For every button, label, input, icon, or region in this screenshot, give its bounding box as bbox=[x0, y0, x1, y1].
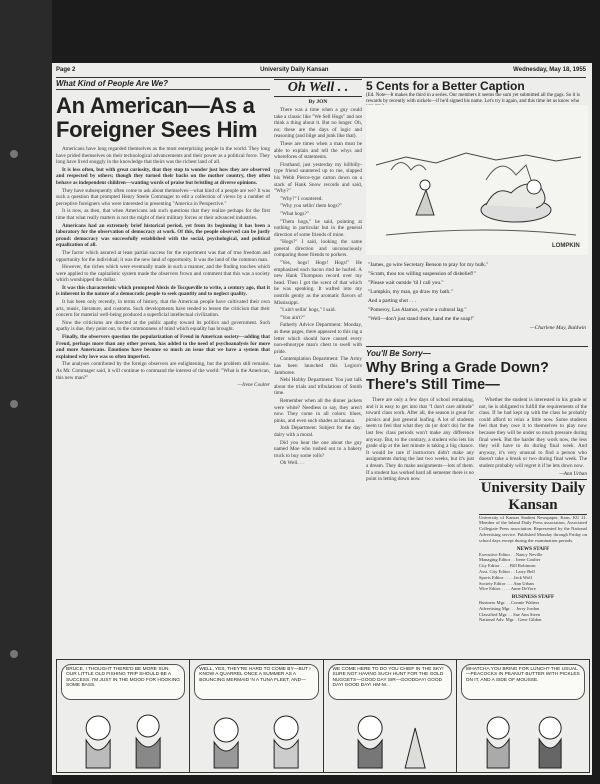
staff-entry: Classified Mgr. . . Sue Ann Steen bbox=[479, 611, 541, 617]
staff-entry: National Adv. Mgr. . Gene Gildon bbox=[479, 617, 542, 623]
editorial-section bbox=[56, 79, 270, 389]
editorial-body bbox=[56, 146, 270, 389]
editorial-paragraph: They have subsequently often come to ask about themselves—what kind of a people are we? It was such a question that prompted Henry Steele Commager to edit a collection of views by a number of perceptive foreigners who were interested in presenting "America in Perspective." bbox=[56, 187, 270, 207]
comic-art bbox=[457, 698, 589, 770]
comic-panel bbox=[324, 660, 457, 772]
column-paragraph: These are times when a man must be able to explain and tell the whys and wherefores of statements. bbox=[274, 140, 362, 161]
page-number: Page 2 bbox=[56, 67, 76, 73]
editorial-paragraph: It is less often, but with great curiosity, that they stop to wonder just how they are observed and respected by others; though they turned their backs on the mother country, they often behave as independent children—wanting words of praise but bristling at diverse opinions. bbox=[56, 166, 270, 186]
caption-quotes bbox=[368, 261, 586, 333]
paper-name: University Daily Kansan bbox=[260, 67, 329, 73]
business-staff-title: BUSINESS STAFF bbox=[511, 594, 555, 601]
comic-strip bbox=[56, 659, 590, 773]
cartoon-signature: LOMPKIN bbox=[552, 243, 580, 249]
column-paragraph: Fatherly Advice Department: Monday, as these pages, there appeared to this rag a letter which should have caused every non-ethnotype man's chest to swell with pride. bbox=[274, 322, 363, 355]
column-paragraph: "Hogs?" I said, looking the same general direction and unconsciously comparing those friends to porkers. bbox=[274, 239, 362, 259]
column-paragraph: "Them hogs," he said, pointing at nothing in particular but in the general direction of some friends of mine. bbox=[274, 218, 362, 238]
binder-hole bbox=[10, 400, 18, 408]
staff-entry: Society Editor . . . Ann Urban bbox=[479, 580, 534, 586]
staff-entry: Sports Editor . . . . Jack Wolf bbox=[479, 574, 533, 580]
caption-subtext: (Ed. Note—It makes the third in a series. Our members it seems the sum yet submitted all the gags. So it is rewards by recently with nickels—if he'd signed his name. Let's try it again, and this time let us know who bbox=[366, 93, 580, 104]
sorry-kicker: You'll Be Sorry— bbox=[366, 346, 588, 358]
comic-art bbox=[190, 698, 322, 770]
staff-entry: Wire Editor . . . . Anne DeVore bbox=[479, 586, 536, 592]
sorry-column-1 bbox=[366, 397, 474, 623]
binder-hole bbox=[10, 150, 18, 158]
sorry-editorial bbox=[366, 346, 588, 623]
column-paragraph: Did you hear the one about the guy named Moe who rushed out to a bakery truck to buy some rolls? bbox=[274, 439, 362, 459]
editorial-headline: An American—As a Foreigner Sees Him bbox=[56, 93, 258, 142]
page-margin-left bbox=[0, 0, 52, 784]
staff-entry: Asst. City Editor . . Larry Bell bbox=[479, 568, 535, 574]
caption-entry: "Scram, thou too willing suspension of disbelief!" bbox=[368, 271, 476, 277]
column-paragraph: "I ain't sellin' hogs," I said. bbox=[280, 307, 336, 314]
masthead bbox=[56, 67, 586, 78]
editorial-kicker: What Kind of People Are We? bbox=[56, 79, 270, 90]
speech-bubble: WE COME HERE TO DO YOU CHIEF IN THE SKY! SURE NOT HAVING SUCH HUNT FOR THE GOLD NUGGETS—GOOD DAY SIR—GOODDAY! GOOD DAY! GOOD DAY! HM-M... bbox=[328, 664, 452, 700]
sorry-text: Whether the student is interested in his grade or not, he is obligated to fulfill the requirements of the class. If he had kept up with the class he probably could afford to relax a little now. Some students feel that they owe it to themselves to play now because they will be under so much pressure during final week. But the harder they work now, the less they will have to do during final week. And anyway, it's very unusual to find a person who doesn't take a break or two during final week. The student probably will regret it if he lets down now. bbox=[479, 397, 587, 469]
column-paragraph: There was a time when a guy could take a classic like "We Sell Hogs" and not think a thing about it. But no longer. Oh, no; these are the days of logic and reasoning (and bilge and junk like that). bbox=[274, 107, 362, 140]
caption-entry: "Lumpkin, my man, go draw my bath." bbox=[368, 289, 453, 295]
editorial-paragraph: It is now, as then, that when Americans ask such questions that they realize perhaps for the first time that what really matters is not the might of their military forces or their advanced industries. bbox=[56, 208, 270, 221]
sorry-columns bbox=[366, 397, 588, 623]
staff-entry: Advertising Mgr. . . Jerry Jordan bbox=[479, 605, 539, 611]
caption-entry: "Pomeroy, Las Alamos, you're a cultural lag." bbox=[368, 307, 467, 313]
speech-bubble: WELL, YES, THEY'RE HARD TO COME BY—BUT I KNOW A QUARREL ONCE A SUMMER AS A BOUNCING MERMAID 'N A TUNA FLEET, AND— bbox=[194, 664, 318, 700]
editorial-paragraph: It was this characteristic which prompted Alexis de Tocqueville to write, a century ago, that it is inherent in the nature of a democratic people to seek quantity and to neglect quality. bbox=[56, 284, 270, 298]
oh-well-column bbox=[274, 79, 362, 468]
newspaper-page bbox=[52, 63, 592, 775]
news-staff-title: NEWS STAFF bbox=[516, 545, 550, 552]
caption-entry: "James, go wire Secretary Benson to pray for my hulk." bbox=[368, 262, 489, 268]
speech-bubble: BRUCE, I THOUGHT THERE'D BE MORE SUN. OUR LITTLE OLD FISHING TRIP SHOULD BE A SUCCESS. I'M JUST IN THE MOOD FOR HOOKING SOME BASS. bbox=[61, 664, 185, 700]
column-body bbox=[274, 107, 362, 467]
caption-credit: —Charlene May, Baldwin bbox=[529, 325, 586, 331]
staff-entry: Executive Editor . . Nancy Neville bbox=[479, 551, 543, 557]
issue-date: Wednesday, May 18, 1955 bbox=[513, 67, 586, 73]
editorial-byline: —Irene Coulter bbox=[237, 382, 270, 389]
column-paragraph: Nebi Hobby Department: You just talk about the trials and tribulations of Smith time. bbox=[274, 377, 362, 397]
column-title: Oh Well . . bbox=[274, 79, 362, 97]
staff-entry: City Editor . . . . Bill Robinson bbox=[479, 563, 536, 569]
staff-entry: Managing Editor . . Irene Coulter bbox=[479, 557, 541, 563]
caption-entry: "Well—don't just stand there, hand me the soap!" bbox=[368, 316, 475, 322]
comic-art bbox=[57, 698, 189, 770]
comic-panel bbox=[190, 660, 323, 772]
editorial-paragraph: The analyses contributed by the foreign observers are enlightening, but the problem still remains. As Mr. Commager said, it will continue to command the interest of the world: "What is the American, this new man?" bbox=[56, 361, 270, 381]
news-staff-list bbox=[479, 552, 587, 593]
column-paragraph: "What hogs?" bbox=[280, 210, 309, 217]
sorry-headline: Why Bring a Grade Down? There's Still Time— bbox=[366, 360, 549, 393]
staff-entry: Business Mgr. . . Connie Walters bbox=[479, 600, 540, 606]
column-paragraph: Josh Department: Subject for the day: dairy with a moral. bbox=[274, 425, 362, 438]
sorry-text: There are only a few days of school remaining, and it is easy to get into that "I don't care attitude" toward class work. After all, the season is great for picnics and just general loafing. A lot of students seem to feel that what they do (or don't do) for the last few class periods won't make any difference anyway. But, to the contrary, a student who lets his grade slip at the last minute is taking a big chance. It would be rare if instructors didn't make any assignments during the last two weeks, but it's just a dream. They do make assignments—lots of them. If a student has worked hard all semester there is no point in letting down now. bbox=[366, 397, 474, 483]
column-paragraph: Contemplation Department: The Army has been launched this Legion's Jamboree. bbox=[274, 356, 362, 376]
editorial-paragraph: Now the criticisms are directed at the public apathy toward its politics and government. Such apathy is due, they point out, to the commonness of mind which equality has brought. bbox=[56, 319, 270, 333]
column-paragraph: "Why you sellin' them hogs?" bbox=[280, 203, 342, 210]
cartoon-illustration bbox=[366, 105, 588, 255]
column-paragraph: "Yes, hogs! Hogs! Hogs!" He emphasized each bacon rind he hurled. A new Hank Thompson record over my head. Then I got the scent of that which he was speaking. It wafted into my nostrils gently as the aromatic flavors of Mississippi. bbox=[274, 260, 362, 306]
column-byline: By JON bbox=[308, 99, 328, 105]
business-staff-list bbox=[479, 600, 587, 623]
editorial-paragraph: Americans have long regarded themselves as the most enterprising people in the world. They long have prided themselves on their technological advancements and their power as a political force. They long have lived snuggly in the knowledge that theirs was the richest land of all. bbox=[56, 146, 270, 166]
column-paragraph: Oh Well. . . bbox=[280, 460, 304, 467]
caption-entry: "Please wait outside 'til I call you." bbox=[368, 280, 444, 286]
comic-art bbox=[324, 698, 456, 770]
column-paragraph: Remember when all the dinner jackets were white? Needless to say, they aren't now. They come in all colors: blues, pinks, and even such shades as banana. bbox=[274, 397, 362, 424]
staff-info: University of Kansas Student Newspaper, Kans, KU 21. Member of the Inland Daily Press association, Associated Collegiate Press association. Represented by the National Advertising service. Published Monday through Friday on school days except during the examination periods. bbox=[479, 514, 587, 543]
caption-entry: And a parting shot . . . bbox=[368, 298, 417, 304]
sorry-column-2 bbox=[479, 397, 587, 623]
caption-headline: 5 Cents for a Better Caption bbox=[366, 79, 525, 93]
editorial-paragraph: The factor which assured at least partial success for the experiment was that of true freedom and opportunity for the individual; it was the new land of opportunity. It was the land of the common man. bbox=[56, 249, 270, 263]
comic-panel bbox=[57, 660, 190, 772]
editorial-paragraph: Americans had an extremely brief historical period, yet from its beginning it has been a laboratory for the observation of democracy at work. Of this, the people observed can be justly proud: democracy was successfully established with the social, psychological, and political equalization of all. bbox=[56, 222, 270, 249]
column-paragraph: "You ain't?" bbox=[280, 314, 305, 321]
caption-contest bbox=[366, 79, 588, 344]
editorial-paragraph: Finally, the observers question the popularization of Freud in American society—adding that Freud, perhaps more than any other person, has added to the need of psychoanalysis for more and more Americans. Emotions have become so much an issue that we have a system that explained why love was so often imperfect. bbox=[56, 334, 270, 360]
column-paragraph: "Why?" I countered. bbox=[280, 195, 323, 202]
editorial-paragraph: It has been only recently, in terms of history, that the American people have cultivated their own arts, music, literature, and customs. Such developments have tended to lessen the criticism that their concern for material well-being produced a superficial intellectual civilization. bbox=[56, 299, 270, 319]
staff-nameplate: University Daily Kansan bbox=[480, 479, 586, 513]
editorial-paragraph: However, the riches which were eventually made in such a manner, and the finding touches which were applied to the capitalistic system made the observers frown and comment that this was a society which worshipped the dollar. bbox=[56, 264, 270, 284]
column-paragraph: Firsthand, just yesterday my hillbilly-type friend sauntered up to me, slapped his Webb Pierce-type carton down on a stack of Hank Snow records and said, "Why?" bbox=[274, 161, 362, 195]
speech-bubble: WHATCHA YOU BRING FOR LUNCH? THE USUAL—PEACOCKS IN PEANUT BUTTER WITH PICKLES ON IT, AND A SIDE OF MOUSSE. bbox=[461, 664, 585, 700]
comic-panel bbox=[457, 660, 589, 772]
binder-hole bbox=[10, 650, 18, 658]
sorry-byline: —Ann Urban bbox=[559, 470, 587, 477]
